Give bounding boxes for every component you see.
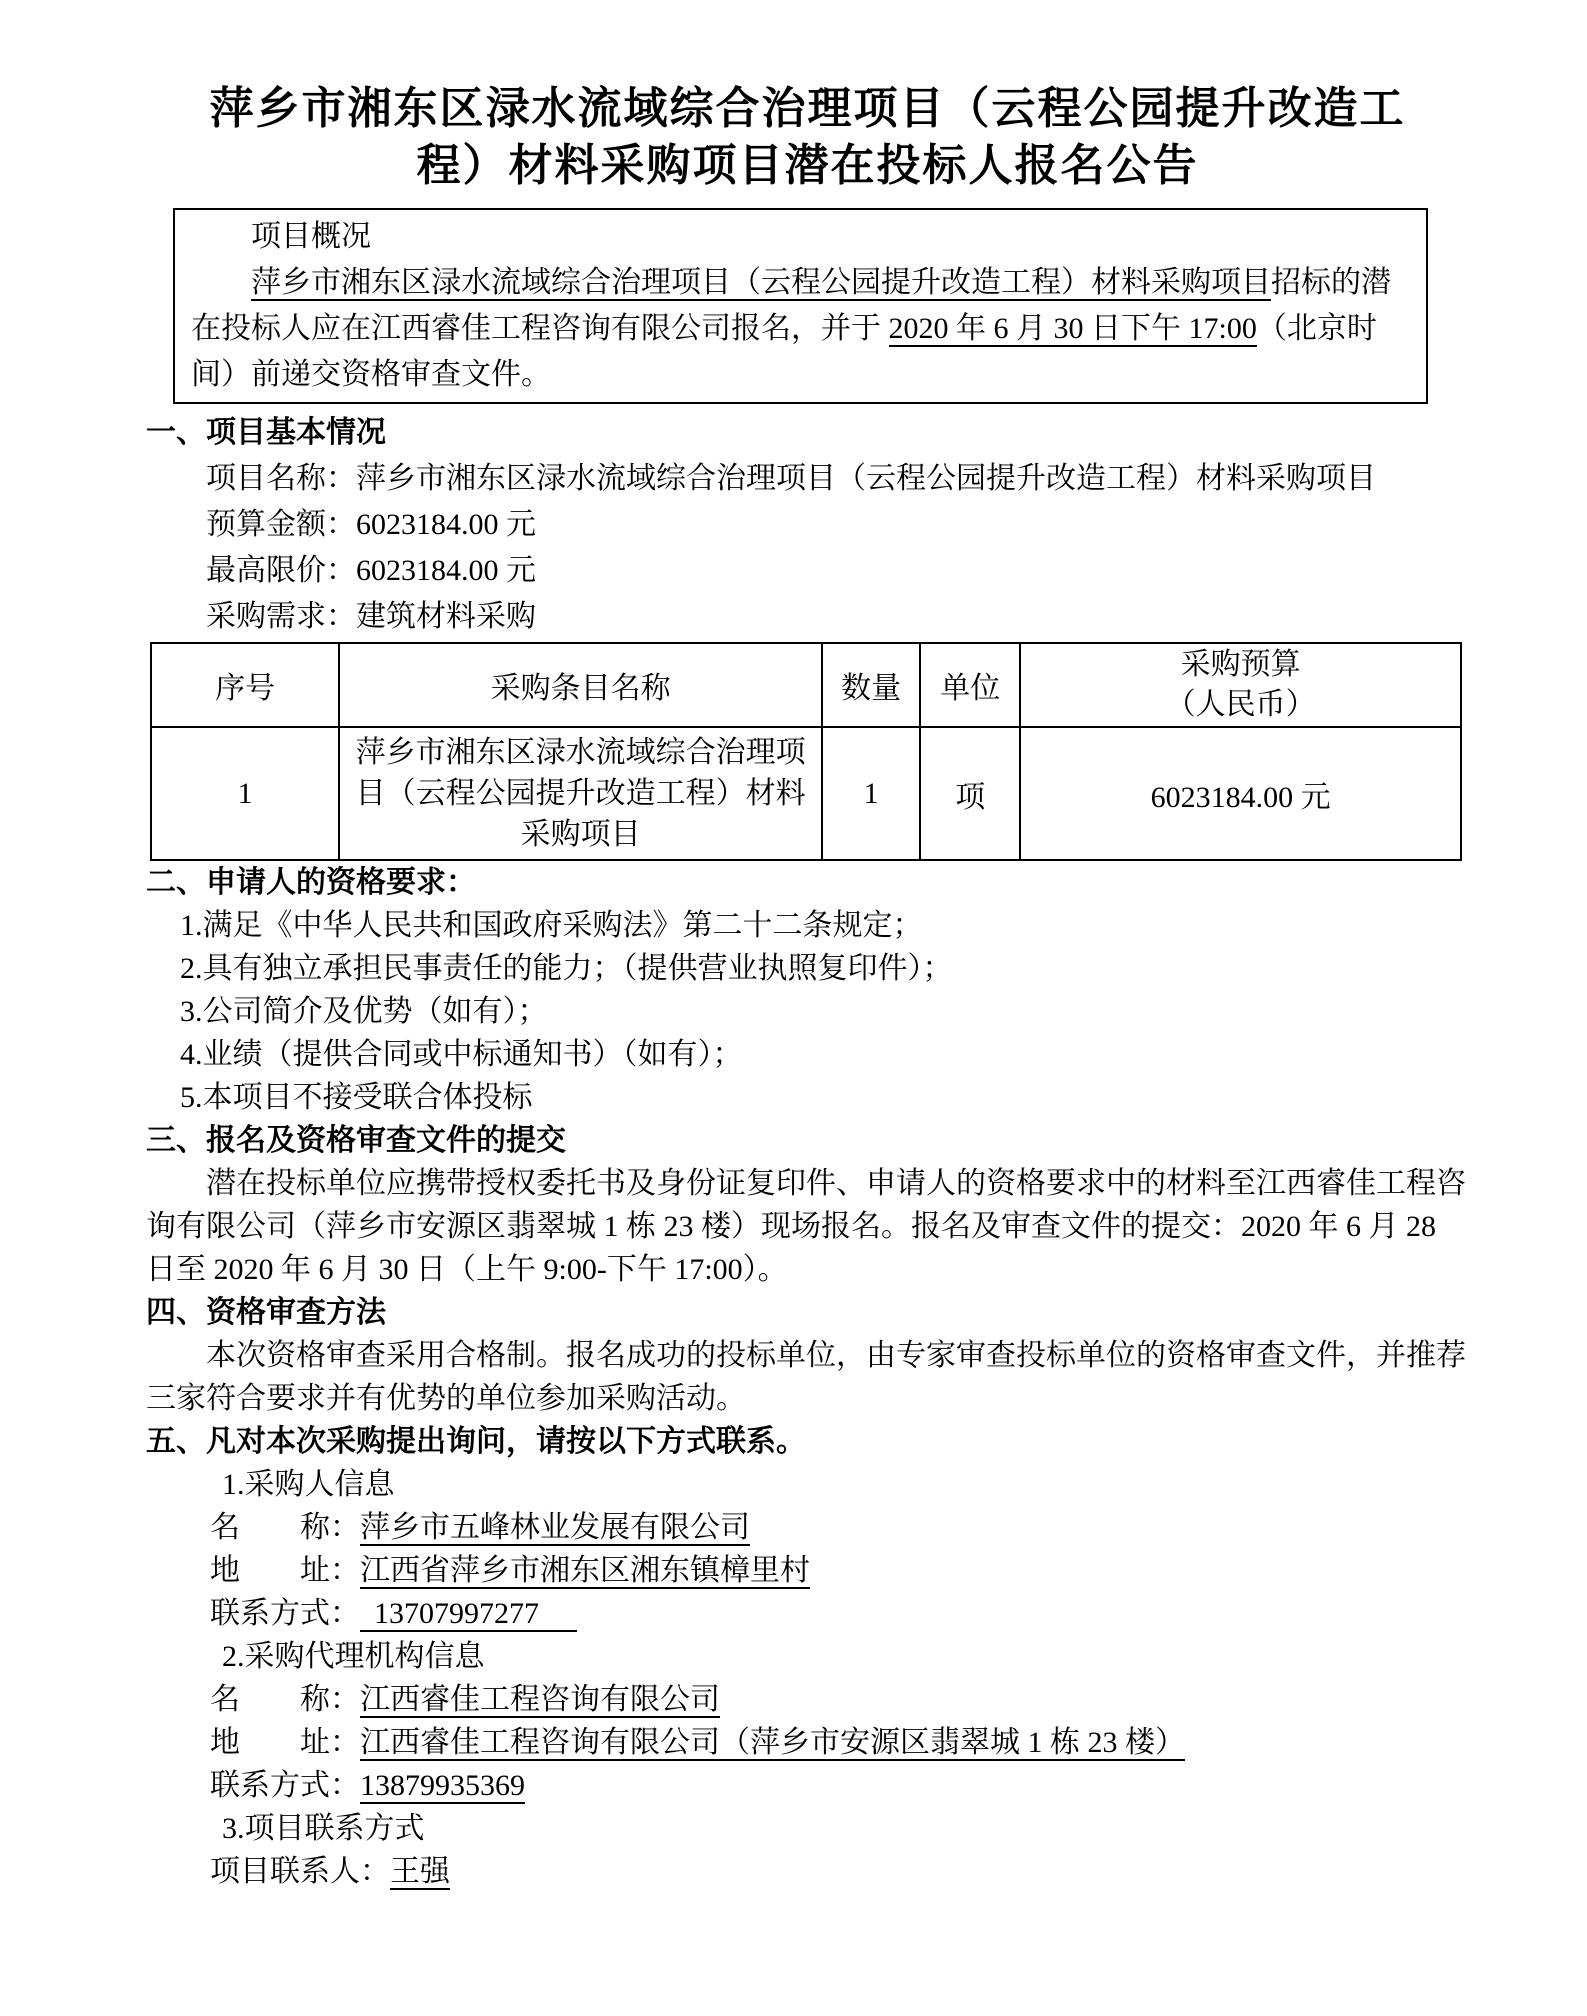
procurement-items-table: [150, 642, 1462, 861]
review-paragraph: 本次资格审查采用合格制。报名成功的投标单位，由专家审查投标单位的资格审查文件，并推荐三家符合要求并有优势的单位参加采购活动。: [146, 1339, 1466, 1415]
buyer-phone-label: 联系方式：: [210, 1597, 360, 1630]
buyer-name-value: 萍乡市五峰林业发展有限公司: [360, 1511, 750, 1544]
buyer-phone-line: [210, 1592, 1469, 1635]
project-contact-value: 王强: [390, 1855, 450, 1888]
table-cell-qty: 1: [822, 727, 920, 860]
document-title-line1: 萍乡市湘东区渌水流域综合治理项目（云程公园提升改造工: [209, 84, 1406, 133]
overview-heading: 项目概况: [251, 220, 371, 253]
section-requirements-heading: 二、申请人的资格要求：: [146, 866, 476, 899]
agency-address-label: 地 址：: [210, 1726, 360, 1759]
project-contact-line: [210, 1850, 1469, 1893]
project-name-line: 项目名称：萍乡市湘东区渌水流域综合治理项目（云程公园提升改造工程）材料采购项目: [206, 462, 1376, 495]
buyer-address-value: 江西省萍乡市湘东区湘东镇樟里村: [360, 1554, 810, 1587]
requirement-item-3: 3.公司简介及优势（如有）；: [180, 995, 548, 1028]
table-header-row: [151, 643, 1461, 727]
submission-paragraph: 潜在投标单位应携带授权委托书及身份证复印件、申请人的资格要求中的材料至江西睿佳工程咨询有限公司（萍乡市安源区翡翠城 1 栋 23 楼）现场报名。报名及审查文件的提交：2020 年 6 月 28 日至 2020 年 6 月 30 日（上午 9:00-下午 17:00）。: [146, 1167, 1466, 1286]
buyer-name-line: [210, 1506, 1469, 1549]
table-cell-name: 萍乡市湘东区渌水流域综合治理项目（云程公园提升改造工程）材料采购项目: [339, 727, 822, 860]
overview-text-1: 招标的潜在投标人应在江西睿佳工程咨询有限公司报名，并于: [191, 266, 1391, 345]
requirement-item-1: 1.满足《中华人民共和国政府采购法》第二十二条规定；: [180, 909, 923, 942]
requirement-item-5: 5.本项目不接受联合体投标: [180, 1081, 533, 1114]
buyer-address-line: [210, 1549, 1469, 1592]
agency-name-value: 江西睿佳工程咨询有限公司: [360, 1683, 720, 1716]
requirement-item-2: 2.具有独立承担民事责任的能力；（提供营业执照复印件）；: [180, 952, 953, 985]
project-contact-heading: 3.项目联系方式: [222, 1812, 425, 1845]
agency-phone-label: 联系方式：: [210, 1769, 360, 1802]
table-header-budget-line1: 采购预算: [1180, 648, 1301, 681]
max-price-line: 最高限价：6023184.00 元: [206, 554, 536, 587]
overview-paragraph: [191, 260, 1410, 398]
requirement-item-4: 4.业绩（提供合同或中标通知书）（如有）；: [180, 1038, 743, 1071]
table-header-qty: 数量: [822, 643, 920, 727]
table-header-budget: [1020, 643, 1461, 727]
table-cell-unit: 项: [920, 727, 1020, 860]
agency-name-line: [210, 1678, 1469, 1721]
section-submission-heading: 三、报名及资格审查文件的提交: [146, 1124, 566, 1157]
buyer-info-heading: 1.采购人信息: [222, 1468, 395, 1501]
overview-project-name-underlined: 萍乡市湘东区渌水流域综合治理项目（云程公园提升改造工程）材料采购项目: [251, 266, 1271, 299]
agency-phone-line: [210, 1764, 1469, 1807]
document-title: [146, 80, 1469, 194]
document-title-line2: 程）材料采购项目潜在投标人报名公告: [416, 141, 1199, 190]
procurement-demand-line: 采购需求：建筑材料采购: [206, 600, 536, 633]
agency-address-line: [210, 1721, 1469, 1764]
table-header-unit: 单位: [920, 643, 1020, 727]
agency-info-heading: 2.采购代理机构信息: [222, 1640, 485, 1673]
table-cell-no: 1: [151, 727, 339, 860]
table-cell-budget: 6023184.00 元: [1020, 727, 1461, 860]
table-header-no: 序号: [151, 643, 339, 727]
project-overview-box: [173, 208, 1428, 404]
table-row: [151, 727, 1461, 860]
agency-name-label: 名 称：: [210, 1683, 360, 1716]
section-basic-info-heading: 一、项目基本情况: [146, 416, 386, 449]
table-header-budget-line2: （人民币）: [1165, 688, 1316, 721]
overview-deadline-underlined: 2020 年 6 月 30 日下午 17:00: [888, 312, 1257, 345]
section-review-heading: 四、资格审查方法: [146, 1296, 386, 1329]
agency-address-value: 江西睿佳工程咨询有限公司（萍乡市安源区翡翠城 1 栋 23 楼）: [360, 1726, 1185, 1759]
budget-amount-line: 预算金额：6023184.00 元: [206, 508, 536, 541]
section-contact-heading: 五、凡对本次采购提出询问，请按以下方式联系。: [146, 1425, 806, 1458]
buyer-name-label: 名 称：: [210, 1511, 360, 1544]
agency-phone-value: 13879935369: [360, 1769, 525, 1802]
project-contact-label: 项目联系人：: [210, 1855, 390, 1888]
overview-text-2: （北京时间）前递交资格审查文件。: [191, 312, 1377, 391]
buyer-phone-value: 13707997277: [360, 1597, 577, 1632]
buyer-address-label: 地 址：: [210, 1554, 360, 1587]
table-header-name: 采购条目名称: [339, 643, 822, 727]
